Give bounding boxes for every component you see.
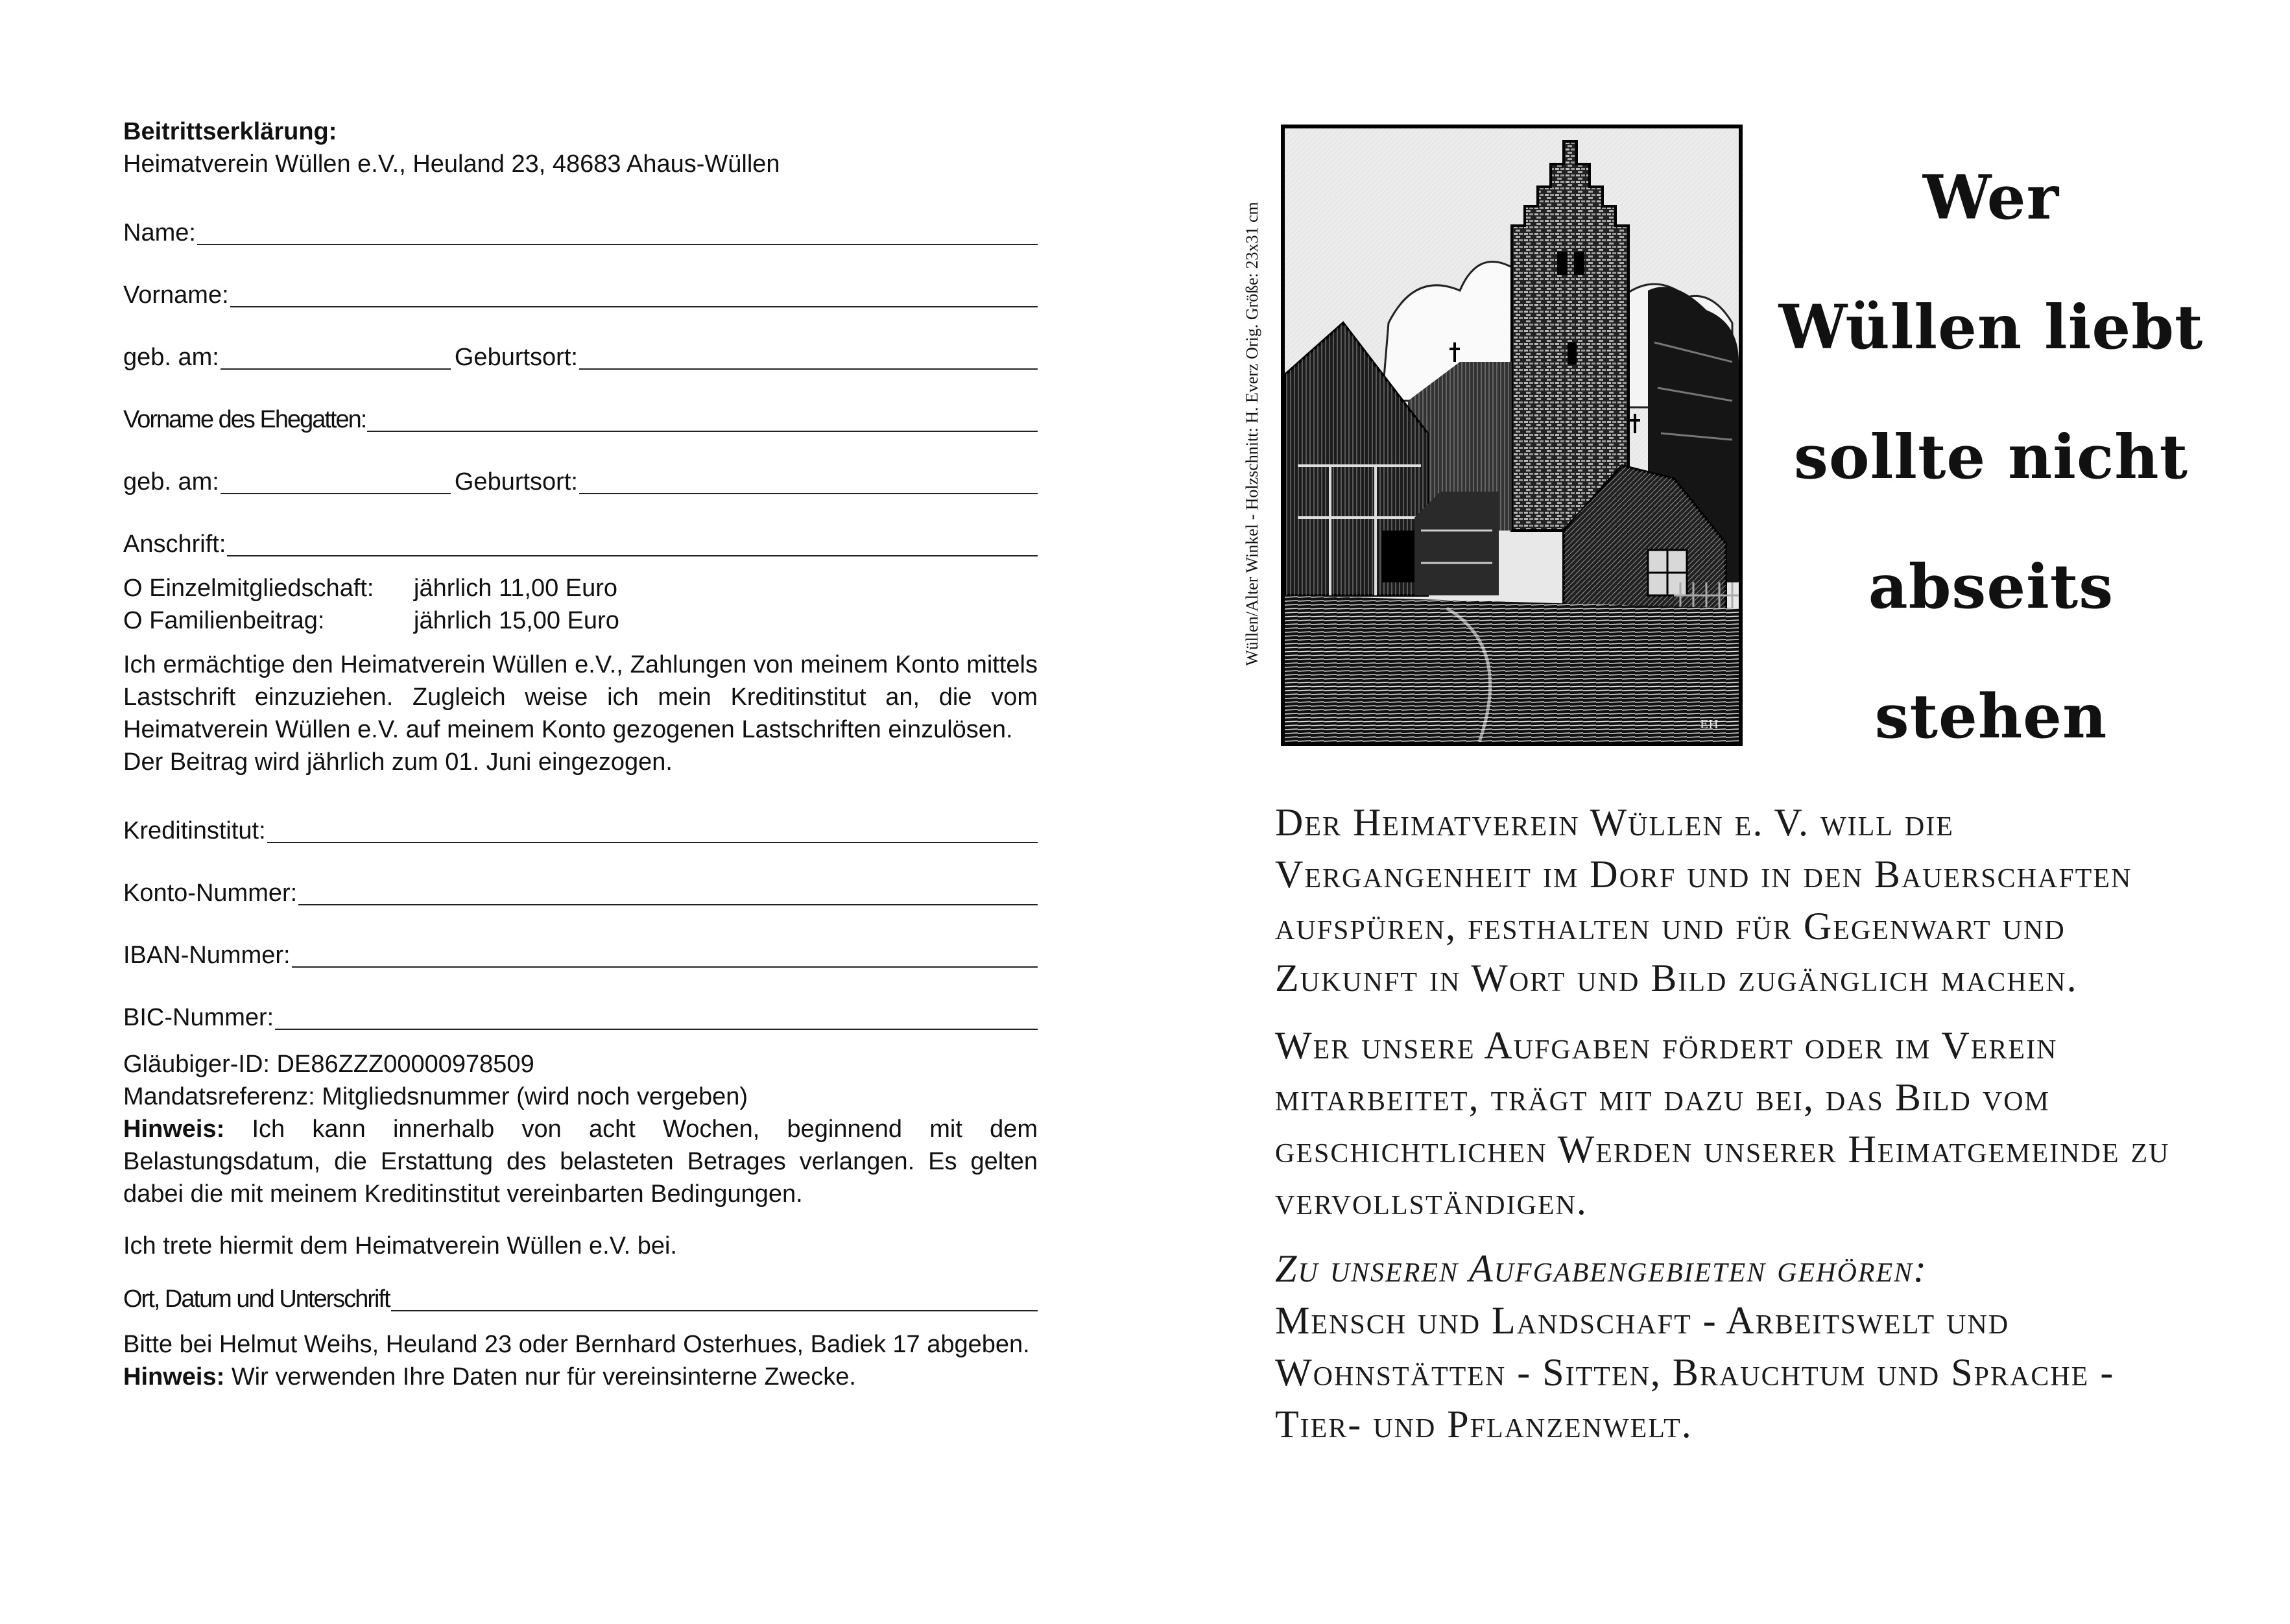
woodcut-image: [1281, 125, 1743, 746]
intro-paragraph-2: Wer unsere Aufgaben fördert oder im Verein mitarbeitet, trägt mit dazu bei, das Bild vom geschichtlichen Werden unserer Heimatgemeinde zu vervollständigen.: [1275, 1024, 2170, 1223]
fee-name: O Familienbeitrag:: [123, 607, 325, 634]
signature-field[interactable]: [123, 1284, 1038, 1315]
bic-label: BIC-Nummer:: [123, 1004, 274, 1031]
creditor-id: Gläubiger-ID: DE86ZZZ00000978509: [123, 1051, 534, 1078]
anschrift-line[interactable]: [227, 531, 1038, 556]
anschrift-field[interactable]: [123, 529, 1038, 560]
spouse-label: Vorname des Ehegatten:: [123, 406, 366, 433]
birth-row-2: [123, 467, 1038, 498]
geb-am-label: geb. am:: [123, 344, 219, 371]
kreditinstitut-line[interactable]: [267, 817, 1038, 843]
form-heading: Beitrittserklärung:: [123, 118, 337, 145]
geb-am-2-line[interactable]: [221, 468, 451, 494]
tasks-heading: Zu unseren Aufgabengebieten gehören:: [1275, 1247, 1928, 1290]
name-label: Name:: [123, 219, 196, 246]
motto: [1764, 133, 2218, 782]
motto-line: abseits: [1868, 551, 2114, 623]
join-statement: Ich trete hiermit dem Heimatverein Wüllen e.V. bei.: [123, 1232, 677, 1260]
kreditinstitut-field[interactable]: [123, 816, 1038, 847]
hint-text: Ich kann innerhalb von acht Wochen, beginnend mit dem Belastungsdatum, die Erstattung des belasteten Betrages verlangen. Es gelten dabei die mit meinem Kreditinstitut vereinbarten Bedingungen.: [123, 1116, 1038, 1208]
geburtsort-line[interactable]: [579, 344, 1038, 370]
privacy-hint: [123, 1361, 1038, 1393]
birth-row-1: [123, 342, 1038, 374]
church-woodcut-illustration: [1285, 128, 1739, 742]
fee-amount: jährlich 15,00 Euro: [414, 607, 619, 634]
motto-line: stehen: [1874, 681, 2108, 752]
signature-label: Ort, Datum und Unterschrift: [123, 1285, 390, 1313]
mandate-reference: Mandatsreferenz: Mitgliedsnummer (wird noch vergeben): [123, 1083, 748, 1110]
spouse-line[interactable]: [367, 406, 1038, 432]
fee-options: [123, 572, 1038, 637]
geb-am-line[interactable]: [221, 344, 451, 370]
hint-refund: [123, 1113, 1038, 1210]
iban-label: IBAN-Nummer:: [123, 942, 291, 969]
hint-label: Hinweis:: [123, 1363, 225, 1391]
fee-amount: jährlich 11,00 Euro: [414, 575, 618, 602]
name-field[interactable]: [123, 218, 1038, 249]
creditor-info: [123, 1048, 1038, 1210]
geburtsort-2-label: Geburtsort:: [454, 468, 578, 496]
tasks-list: Mensch und Landschaft - Arbeitswelt und Wohnstätten - Sitten, Brauchtum und Sprache - Tier- und Pflanzenwelt.: [1275, 1299, 2115, 1446]
geb-am-2-label: geb. am:: [123, 468, 219, 496]
hint-text: Wir verwenden Ihre Daten nur für vereinsinterne Zwecke.: [231, 1363, 856, 1391]
footer-notes: [123, 1328, 1038, 1393]
sepa-mandate: [123, 649, 1038, 778]
collection-date: Der Beitrag wird jährlich zum 01. Juni eingezogen.: [123, 748, 673, 776]
vorname-label: Vorname:: [123, 281, 229, 309]
return-note: Bitte bei Helmut Weihs, Heuland 23 oder Bernhard Osterhues, Badiek 17 abgeben.: [123, 1331, 1030, 1358]
iban-field[interactable]: [123, 940, 1038, 972]
hint-label: Hinweis:: [123, 1116, 225, 1143]
kreditinstitut-label: Kreditinstitut:: [123, 817, 266, 844]
bic-field[interactable]: [123, 1003, 1038, 1034]
motto-line: Wer: [1922, 162, 2060, 233]
club-address: Heimatverein Wüllen e.V., Heuland 23, 48683 Ahaus-Wüllen: [123, 150, 780, 178]
artist-monogram: EH: [1700, 718, 1719, 732]
anschrift-label: Anschrift:: [123, 531, 226, 558]
signature-line[interactable]: [391, 1285, 1038, 1311]
konto-label: Konto-Nummer:: [123, 879, 298, 907]
motto-line: sollte nicht: [1793, 422, 2189, 493]
vorname-field[interactable]: [123, 280, 1038, 311]
fee-option-single[interactable]: [123, 572, 1038, 604]
club-description: [1275, 796, 2209, 1466]
geburtsort-2-line[interactable]: [579, 468, 1038, 494]
mandate-text: Ich ermächtige den Heimatverein Wüllen e.V., Zahlungen von meinem Konto mittels Lastschrift einzuziehen. Zugleich weise ich mein Kreditinstitut an, die vom Heimatverein Wüllen e.V. auf meinem Konto gezogenen Lastschriften einzulösen.: [123, 651, 1038, 743]
intro-paragraph-3: [1275, 1243, 2209, 1450]
motto-line: Wüllen liebt: [1778, 292, 2204, 363]
geburtsort-label: Geburtsort:: [454, 344, 578, 371]
intro-paragraph-1: Der Heimatverein Wüllen e. V. will die Vergangenheit im Dorf und in den Bauerschaften aufspüren, festhalten und für Gegenwart und Zukunft in Wort und Bild zugänglich machen.: [1275, 801, 2132, 999]
spouse-field[interactable]: [123, 405, 1038, 436]
fee-option-family[interactable]: [123, 604, 1038, 637]
membership-form: [123, 115, 1038, 1393]
konto-line[interactable]: [298, 879, 1038, 905]
fee-name: O Einzelmitgliedschaft:: [123, 575, 374, 602]
bic-line[interactable]: [275, 1004, 1038, 1030]
konto-field[interactable]: [123, 878, 1038, 909]
vorname-line[interactable]: [230, 281, 1038, 307]
iban-line[interactable]: [292, 942, 1038, 968]
name-line[interactable]: [197, 219, 1038, 245]
woodcut-caption: Wüllen/Alter Winkel - Holzschnitt: H. Everz Orig. Größe: 23x31 cm: [1243, 202, 1261, 666]
